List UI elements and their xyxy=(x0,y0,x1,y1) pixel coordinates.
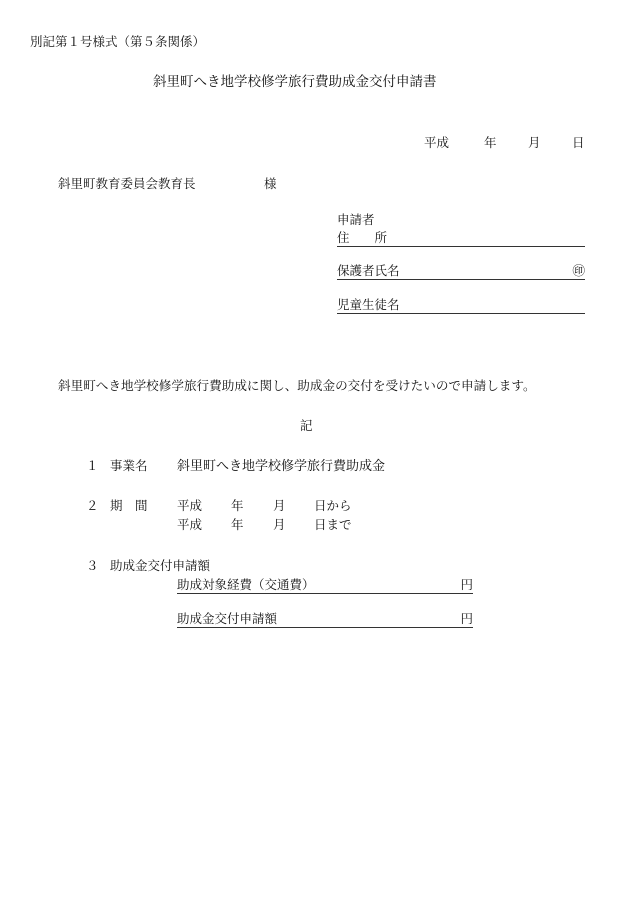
period-from-era: 平成 xyxy=(177,498,203,513)
requested-amount-yen: 円 xyxy=(460,611,473,626)
addressee: 斜里町教育委員会教育長 xyxy=(58,176,196,191)
item-1-value: 斜里町へき地学校修学旅行費助成金 xyxy=(177,459,386,474)
address-field[interactable] xyxy=(337,232,585,247)
body-text: 斜里町へき地学校修学旅行費助成に関し、助成金の交付を受けたいので申請します。 xyxy=(58,378,536,393)
requested-amount-field[interactable] xyxy=(177,613,473,628)
ki-heading: 記 xyxy=(300,418,313,433)
page-title: 斜里町へき地学校修学旅行費助成金交付申請書 xyxy=(153,74,437,90)
item-1-number: １ xyxy=(86,458,99,473)
period-to-year: 年 xyxy=(231,517,244,532)
period-from-year: 年 xyxy=(231,498,244,513)
item-1-label: 事業名 xyxy=(110,458,148,473)
date-month: 月 xyxy=(528,135,541,150)
eligible-expense-yen: 円 xyxy=(460,577,473,592)
guardian-name-label: 保護者氏名 xyxy=(337,263,400,278)
period-to-era: 平成 xyxy=(177,517,203,532)
student-name-label: 児童生徒名 xyxy=(337,297,400,312)
address-label: 住 所 xyxy=(337,230,388,245)
date-era: 平成 xyxy=(424,135,450,150)
applicant-heading: 申請者 xyxy=(337,212,375,227)
eligible-expense-field[interactable] xyxy=(177,579,473,594)
period-from-suffix: 日から xyxy=(314,498,352,513)
form-number: 別記第１号様式（第５条関係） xyxy=(30,34,206,49)
guardian-name-field[interactable] xyxy=(337,265,585,280)
honorific: 様 xyxy=(264,176,277,191)
date-year: 年 xyxy=(484,135,497,150)
requested-amount-label: 助成金交付申請額 xyxy=(177,611,278,626)
seal-icon: ㊞ xyxy=(572,263,585,278)
eligible-expense-label: 助成対象経費（交通費） xyxy=(177,577,315,592)
period-to-suffix: 日まで xyxy=(314,517,352,532)
item-3-label: 助成金交付申請額 xyxy=(110,558,211,573)
item-3-number: ３ xyxy=(86,558,99,573)
item-2-number: ２ xyxy=(86,498,99,513)
period-from-month: 月 xyxy=(273,498,286,513)
item-2-label: 期 間 xyxy=(110,498,148,513)
period-to-month: 月 xyxy=(273,517,286,532)
date-day: 日 xyxy=(572,135,585,150)
student-name-field[interactable] xyxy=(337,299,585,314)
